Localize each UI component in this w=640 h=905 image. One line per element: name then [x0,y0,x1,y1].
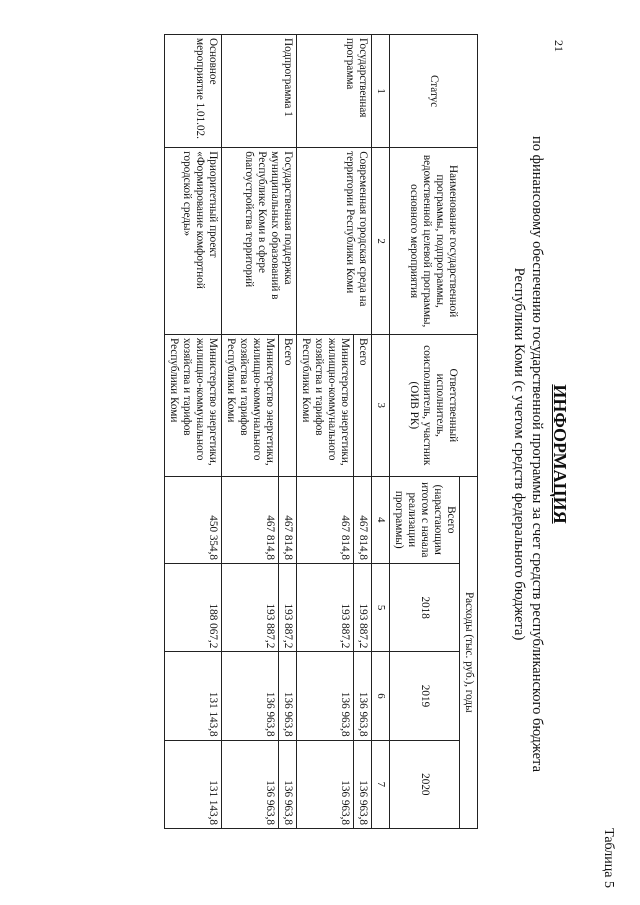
header-executor: Ответственный исполнитель, соисполнитель, участник (ОИВ РК) [390,335,478,477]
cell-2018: 188 067,2 [165,564,222,652]
document-subtitle [510,74,546,834]
cell-2020: 136 963,8 [279,740,297,828]
column-index: 4 [372,476,390,563]
cell-2019: 136 963,8 [354,652,372,740]
cell-2018: 193 887,2 [279,564,297,652]
cell-2020: 136 963,8 [222,740,279,828]
table-label: Таблица 5 [601,828,616,888]
cell-status: Основное мероприятие 1.01.02. [165,35,222,148]
column-index-row [372,35,390,829]
column-index: 1 [372,35,390,148]
header-year-2019: 2019 [390,652,460,740]
document-title: ИНФОРМАЦИЯ [550,384,570,524]
cell-2020: 136 963,8 [354,740,372,828]
cell-executor: Министерство энергетики, жилищно-коммунального хозяйства и тарифов Республики Коми [222,335,279,477]
header-name: Наименование государственной программы, подпрограммы, ведомственной целевой программы, основного мероприятия [390,148,478,335]
subtitle-line: Республики Коми (с учетом средств федерального бюджета) [511,267,527,641]
cell-2020: 131 143,8 [165,740,222,828]
header-row [460,35,478,829]
cell-status: Подпрограмма 1 [222,35,297,148]
funding-table [164,34,478,829]
cell-executor: Министерство энергетики, жилищно-коммунального хозяйства и тарифов Республики Коми [297,335,354,477]
table-row [165,35,222,829]
cell-executor: Всего [279,335,297,477]
cell-total: 450 354,8 [165,476,222,563]
page-number: 21 [552,40,566,52]
column-index: 2 [372,148,390,335]
cell-2018: 193 887,2 [297,564,354,652]
header-expenses: Расходы (тыс. руб.), годы [460,476,478,828]
cell-executor: Всего [354,335,372,477]
table-row [354,35,372,829]
column-index: 7 [372,740,390,828]
cell-2019: 136 963,8 [297,652,354,740]
cell-status: Государственная программа [297,35,372,148]
cell-name: Государственная поддержка муниципальных образований в Республике Коми в сфере благоустройства территорий [222,148,297,335]
table-row [279,35,297,829]
cell-executor: Министерство энергетики, жилищно-коммунального хозяйства и тарифов Республики Коми [165,335,222,477]
cell-name: Приоритетный проект «Формирование комфортной городской среды» [165,148,222,335]
header-total: Всего (нарастающим итогом с начала реализации программы) [390,476,460,563]
cell-total: 467 814,8 [279,476,297,563]
cell-total: 467 814,8 [297,476,354,563]
subtitle-line: по финансовому обеспечению государственной программы за счет средств республиканского бюджета [529,135,545,773]
cell-2019: 136 963,8 [222,652,279,740]
cell-name: Современная городская среда на территории Республики Коми [297,148,372,335]
header-year-2018: 2018 [390,564,460,652]
cell-total: 467 814,8 [222,476,279,563]
cell-2018: 193 887,2 [354,564,372,652]
cell-2019: 131 143,8 [165,652,222,740]
cell-total: 467 814,8 [354,476,372,563]
header-year-2020: 2020 [390,740,460,828]
column-index: 6 [372,652,390,740]
column-index: 5 [372,564,390,652]
cell-2018: 193 887,2 [222,564,279,652]
column-index: 3 [372,335,390,477]
rotated-document [58,14,618,894]
header-status: Статус [390,35,478,148]
cell-2020: 136 963,8 [297,740,354,828]
cell-2019: 136 963,8 [279,652,297,740]
